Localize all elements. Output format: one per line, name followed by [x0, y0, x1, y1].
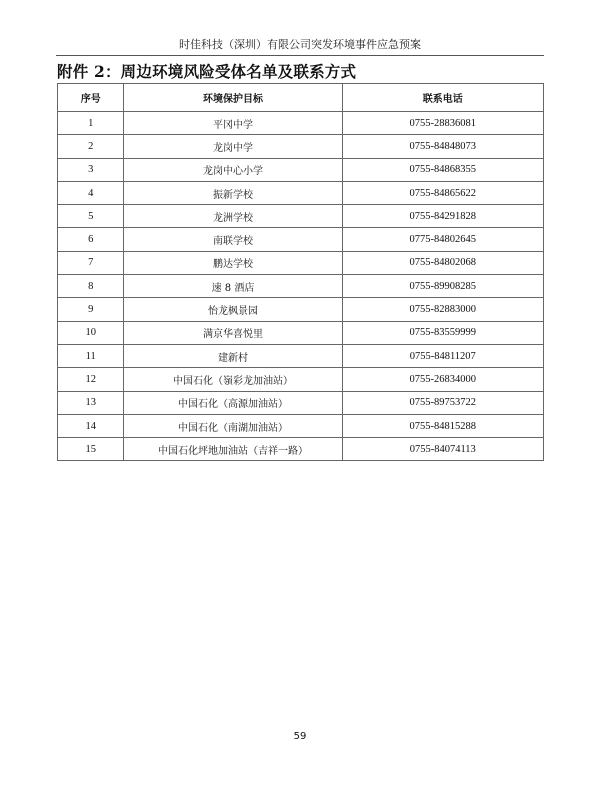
row-number: 6 [58, 228, 124, 251]
row-target: 中国石化（南湖加油站） [124, 414, 342, 437]
row-target: 平冈中学 [124, 112, 342, 135]
table-row [58, 112, 544, 135]
table-row [58, 391, 544, 414]
row-number: 1 [58, 112, 124, 135]
row-phone: 0755-84291828 [342, 205, 543, 228]
row-number: 7 [58, 251, 124, 274]
running-header: 时佳科技（深圳）有限公司突发环境事件应急预案 [56, 35, 544, 56]
row-number: 2 [58, 135, 124, 158]
row-number: 10 [58, 321, 124, 344]
row-target: 中国石化坪地加油站（吉祥一路） [124, 438, 342, 461]
row-target: 鹏达学校 [124, 251, 342, 274]
row-phone: 0755-84802068 [342, 251, 543, 274]
table-row [58, 158, 544, 181]
row-target: 振新学校 [124, 181, 342, 204]
row-phone: 0755-84815288 [342, 414, 543, 437]
table-row [58, 205, 544, 228]
row-number: 3 [58, 158, 124, 181]
row-phone: 0755-84848073 [342, 135, 543, 158]
table-row [58, 368, 544, 391]
column-header-target: 环境保护目标 [124, 84, 342, 112]
row-target: 南联学校 [124, 228, 342, 251]
row-target: 中国石化（高源加油站） [124, 391, 342, 414]
table-row [58, 135, 544, 158]
row-target: 龙岗中学 [124, 135, 342, 158]
table-row [58, 251, 544, 274]
page-number: 59 [293, 731, 307, 742]
table-header-row [58, 84, 544, 112]
row-number: 12 [58, 368, 124, 391]
table-row [58, 344, 544, 367]
row-phone: 0755-84865622 [342, 181, 543, 204]
row-target: 速 8 酒店 [124, 275, 342, 298]
row-phone: 0755-84868355 [342, 158, 543, 181]
row-phone: 0755-84074113 [342, 438, 543, 461]
table-row [58, 438, 544, 461]
table-row [58, 321, 544, 344]
attachment-title: 附件 2：周边环境风险受体名单及联系方式 [57, 62, 357, 81]
row-number: 4 [58, 181, 124, 204]
row-number: 13 [58, 391, 124, 414]
column-header-no: 序号 [58, 84, 124, 112]
column-header-phone: 联系电话 [342, 84, 543, 112]
row-number: 8 [58, 275, 124, 298]
row-number: 5 [58, 205, 124, 228]
row-phone: 0755-84811207 [342, 344, 543, 367]
table-row [58, 228, 544, 251]
row-target: 龙岗中心小学 [124, 158, 342, 181]
row-phone: 0755-83559999 [342, 321, 543, 344]
row-number: 15 [58, 438, 124, 461]
row-phone: 0775-84802645 [342, 228, 543, 251]
row-number: 9 [58, 298, 124, 321]
table-row [58, 275, 544, 298]
row-target: 中国石化（嶺彩龙加油站） [124, 368, 342, 391]
row-number: 14 [58, 414, 124, 437]
risk-receptor-table [57, 83, 544, 461]
row-target: 怡龙枫景园 [124, 298, 342, 321]
row-phone: 0755-89908285 [342, 275, 543, 298]
row-phone: 0755-28836081 [342, 112, 543, 135]
row-target: 龙洲学校 [124, 205, 342, 228]
row-phone: 0755-26834000 [342, 368, 543, 391]
table-row [58, 181, 544, 204]
table-row [58, 298, 544, 321]
row-target: 建新村 [124, 344, 342, 367]
row-phone: 0755-89753722 [342, 391, 543, 414]
row-number: 11 [58, 344, 124, 367]
row-phone: 0755-82883000 [342, 298, 543, 321]
table-row [58, 414, 544, 437]
row-target: 满京华喜悦里 [124, 321, 342, 344]
